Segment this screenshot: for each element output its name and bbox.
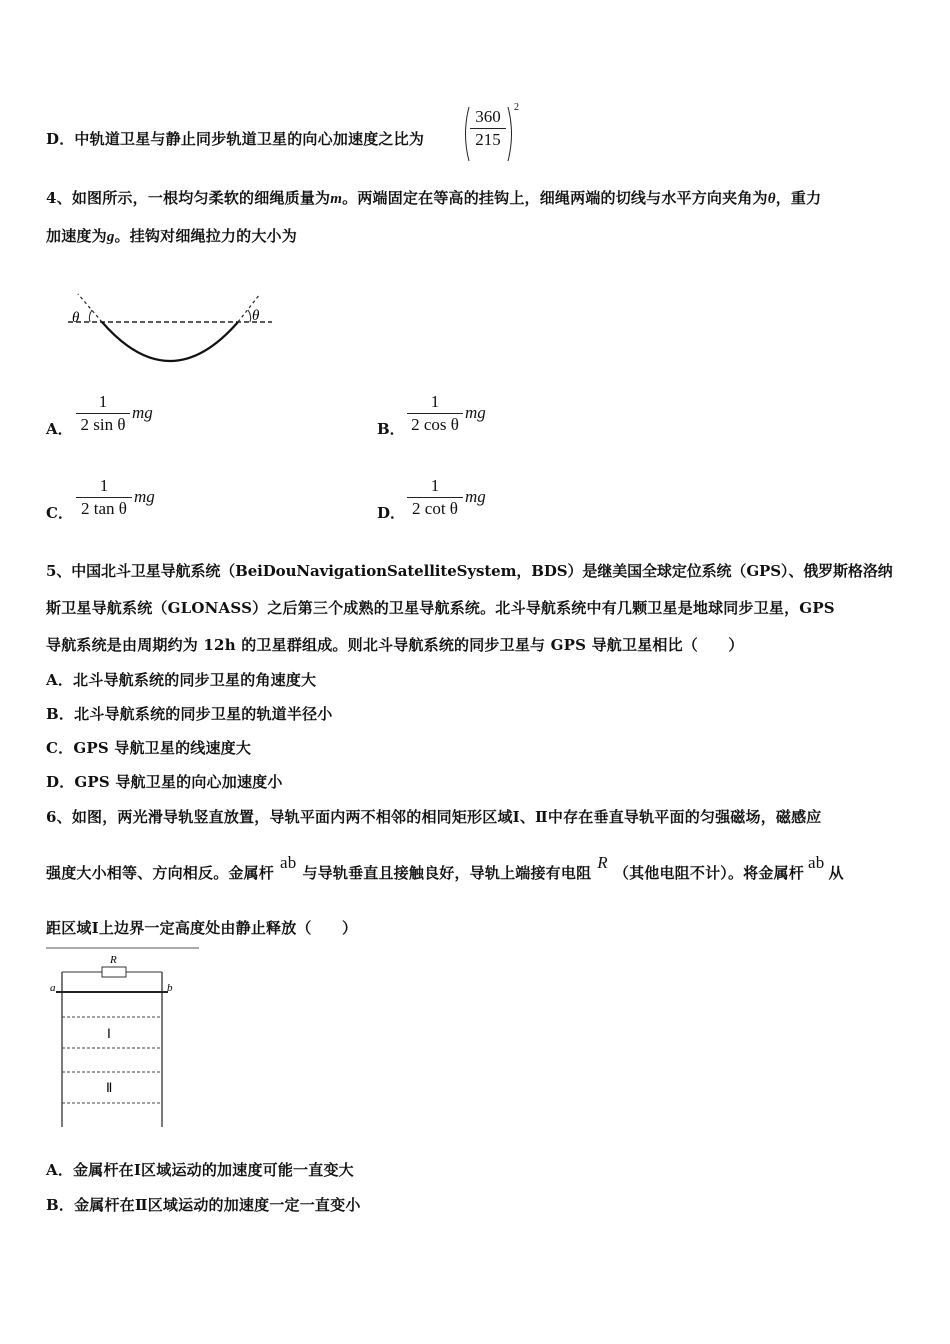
q4-option-b-label: B．: [377, 420, 405, 438]
region-2-label: Ⅱ: [106, 1080, 113, 1095]
q5-option-b: B．北斗导航系统的同步卫星的轨道半径小: [46, 705, 333, 723]
q5-option-a: A．北斗导航系统的同步卫星的角速度大: [46, 671, 317, 689]
fraction-numerator: 360: [470, 107, 506, 129]
q3-option-d: [46, 128, 424, 149]
q4-option-c-label: C．: [46, 504, 73, 522]
fig-theta-right: θ: [252, 308, 260, 324]
fig-theta-left: θ: [72, 310, 80, 326]
region-1-label: Ⅰ: [107, 1026, 111, 1041]
var-theta: θ: [767, 191, 776, 207]
q4-option-c-fraction: $\frac{1}{\text{2 tan θ}}$: [76, 476, 132, 519]
q4-stem-line1: 4、如图所示，一根均匀柔软的细绳质量为m。两端固定在等高的挂钩上，细绳两端的切线与水平方向夹角为θ，重力: [46, 189, 822, 207]
var-g: g: [106, 229, 115, 245]
rod-end-a: a: [50, 982, 56, 994]
q6-option-b: B．金属杆在Ⅱ区域运动的加速度一定一直变小: [46, 1196, 361, 1214]
q3d-paren-right: [505, 104, 517, 164]
resistor: [102, 967, 126, 977]
q4-option-a-fraction: $\frac{1}{\text{2 sin θ}}$: [76, 392, 130, 435]
q4-option-c-mg: mg: [134, 487, 155, 506]
q6-stem-line1: 6、如图，两光滑导轨竖直放置，导轨平面内两不相邻的相同矩形区域Ⅰ、Ⅱ中存在垂直导轨平面的匀强磁场，磁感应: [46, 808, 822, 826]
q4-rope-figure: [60, 280, 280, 380]
var-ab: ab: [807, 853, 825, 872]
var-R: R: [597, 853, 608, 872]
q5-option-d: D．GPS 导航卫星的向心加速度小: [46, 773, 283, 791]
q6-stem-line2: 强度大小相等、方向相反。金属杆ab与导轨垂直且接触良好，导轨上端接有电阻R（其他电阻不计）。将金属杆ab从: [46, 853, 844, 882]
option-text: 中轨道卫星与静止同步轨道卫星的向心加速度之比为: [74, 130, 425, 148]
q6-option-a: A．金属杆在Ⅰ区域运动的加速度可能一直变大: [46, 1161, 354, 1179]
q4-option-d-mg: mg: [465, 487, 486, 506]
q5-stem-line2: 斯卫星导航系统（GLONASS）之后第三个成熟的卫星导航系统。北斗导航系统中有几颗卫星是地球同步卫星，GPS: [46, 599, 835, 617]
q4-option-a-label: A．: [46, 420, 73, 438]
q4-option-d-label: D．: [377, 504, 406, 522]
q6-stem-line3: 距区域Ⅰ上边界一定高度处由静止释放（ ）: [46, 919, 358, 937]
rod-end-b: b: [167, 982, 173, 994]
q4-stem-line2: 加速度为g。挂钩对细绳拉力的大小为: [46, 227, 297, 245]
q5-option-c: C．GPS 导航卫星的线速度大: [46, 739, 252, 757]
var-ab: ab: [280, 853, 297, 872]
q4-option-d-fraction: $\frac{1}{\text{2 cot θ}}$: [407, 476, 463, 519]
q5-stem-line3: 导航系统是由周期约为 12h 的卫星群组成。则北斗导航系统的同步卫星与 GPS 导航卫星相比（ ）: [46, 636, 744, 654]
q4-option-b-fraction: $\frac{1}{\text{2 cos θ}}$: [407, 392, 463, 435]
resistor-label: R: [110, 954, 117, 966]
q3d-exponent: 2: [514, 102, 519, 113]
q4-option-b-mg: mg: [465, 403, 486, 422]
q3d-fraction: [470, 107, 506, 150]
q5-stem-line1: 5、中国北斗卫星导航系统（BeiDouNavigationSatelliteSystem，BDS）是继美国全球定位系统（GPS）、俄罗斯格洛纳: [46, 562, 893, 580]
var-m: m: [330, 191, 343, 207]
option-label: D．: [46, 130, 75, 148]
fraction-denominator: 215: [475, 130, 501, 149]
q4-option-a-mg: mg: [132, 403, 153, 422]
q6-rail-figure: [44, 945, 204, 1130]
